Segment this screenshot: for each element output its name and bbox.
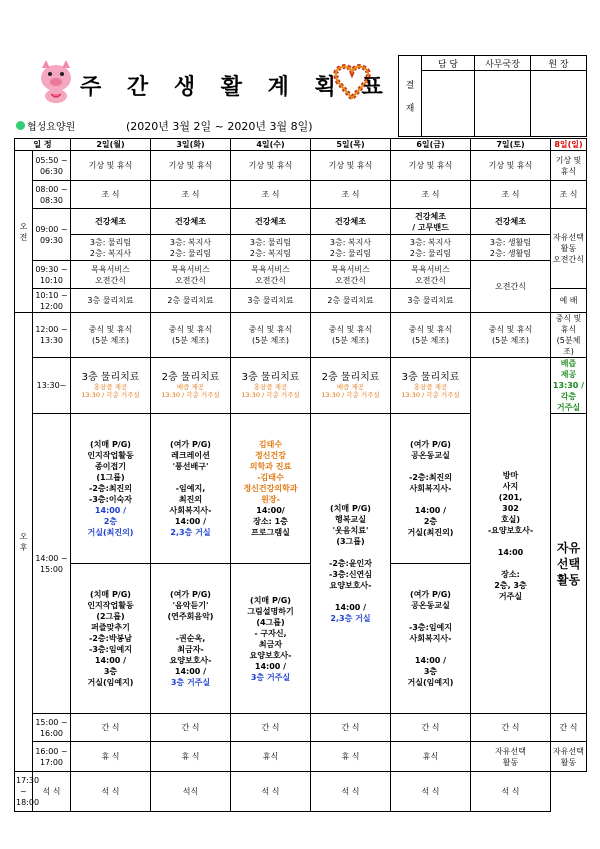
cell: 3층 물리치료 홍삼즙 제공 13:30 / 각층 거주실 — [391, 358, 471, 414]
row-dinner — [15, 772, 587, 812]
cell: (여가 P/G) '음악듣기' (연주회음악) -권순옥, 최금자- 요양보호사- 14:00 / 3층 거주실 — [151, 564, 231, 714]
cell: 석식 — [151, 772, 231, 812]
cell: 조 식 — [471, 181, 551, 209]
cell: 자유 선택 활동 — [551, 414, 587, 714]
cell: 3층 물리치료 — [231, 289, 311, 313]
time-cell: 08:00 ~ 08:30 — [33, 181, 71, 209]
day-header: 2일(월) — [71, 139, 151, 151]
day-header-sunday: 8일(일) — [551, 139, 587, 151]
approval-col: 담 당 — [422, 56, 475, 71]
day-header: 4일(수) — [231, 139, 311, 151]
row-wake — [15, 151, 587, 181]
day-header: 3일(화) — [151, 139, 231, 151]
approval-box — [398, 55, 587, 137]
cell: 석 식 — [71, 772, 151, 812]
cell: 간 식 — [71, 714, 151, 742]
cell: 기상 및 휴식 — [551, 151, 587, 181]
cell: 오전간식 — [471, 261, 551, 313]
cell: 간 식 — [151, 714, 231, 742]
approval-col: 원 장 — [531, 56, 587, 71]
cell: 3층: 복지사 2층: 물리팀 — [311, 235, 391, 261]
cell: 목욕서비스 오전간식 — [391, 261, 471, 289]
cell: 기상 및 휴식 — [471, 151, 551, 181]
day-header: 7일(토) — [471, 139, 551, 151]
cell: 석 식 — [471, 772, 551, 812]
row-lunch — [15, 313, 587, 358]
approval-sign — [531, 71, 587, 137]
cell: 기상 및 휴식 — [151, 151, 231, 181]
pig-icon — [32, 60, 80, 104]
cell: 건강체조 — [231, 209, 311, 235]
cell: 중식 및 휴식 (5분 체조) — [151, 313, 231, 358]
cell: 간 식 — [311, 714, 391, 742]
cell: 목욕서비스 오전간식 — [71, 261, 151, 289]
cell: 기상 및 휴식 — [231, 151, 311, 181]
cell: (여가 P/G) 공온동교실 -3층:임예지 사회복지사- 14:00 / 3층 거실(임예지) — [391, 564, 471, 714]
cell: 중식 및 휴식 (5분 체조) — [391, 313, 471, 358]
time-cell: 16:00 ~ 17:00 — [33, 742, 71, 772]
cell: 휴 식 — [311, 742, 391, 772]
cell: (치매 P/G) 행복교실 '웃음치료' (3그룹) -2층:윤인자 -3층:신연심 요양보호사- 14:00 / 2,3층 거실 — [311, 414, 391, 714]
org-name: 협성요양원 — [16, 118, 75, 133]
cell: 석 식 — [311, 772, 391, 812]
time-cell: 10:10 ~ 12:00 — [33, 289, 71, 313]
cell: 조 식 — [551, 181, 587, 209]
cell: 2층 물리치료 — [311, 289, 391, 313]
cell: (치매 P/G) 인지작업활동 종이접기 (1그룹) -2층:최진의 -3층:이숙자 14:00 / 2층 거실(최진의) — [71, 414, 151, 564]
cell: 중식 및 휴식 (5분 체조) — [71, 313, 151, 358]
row-exercise-staff — [15, 235, 587, 261]
cell: 조 식 — [71, 181, 151, 209]
cell: 자유선택 활동 — [471, 742, 551, 772]
row-bath — [15, 261, 587, 289]
cell: 3층 물리치료 홍삼즙 제공 13:30 / 각층 거주실 — [231, 358, 311, 414]
cell: 3층: 물리팀 2층: 복지팀 — [231, 235, 311, 261]
cell: 건강체조 / 고무밴드 — [391, 209, 471, 235]
cell: 기상 및 휴식 — [391, 151, 471, 181]
cell: 건강체조 — [311, 209, 391, 235]
cell: 건강체조 — [71, 209, 151, 235]
cell: 휴 식 — [71, 742, 151, 772]
header-row — [15, 139, 587, 151]
cell: 기상 및 휴식 — [311, 151, 391, 181]
approval-side-label: 결 재 — [399, 56, 422, 137]
day-header: 6일(금) — [391, 139, 471, 151]
time-cell: 15:00 ~ 16:00 — [33, 714, 71, 742]
cell: (치매 P/G) 인지작업활동 (2그룹) 퍼즐맞추기 -2층:박봉남 -3층:임예지 14:00 / 3층 거실(임예지) — [71, 564, 151, 714]
cell: (여가 P/G) 공온동교실 -2층:최진의 사회복지사- 14:00 / 2층 거실(최진의) — [391, 414, 471, 564]
cell: 목욕서비스 오전간식 — [151, 261, 231, 289]
cell: 3층 물리치료 — [391, 289, 471, 313]
cell: 3층: 생활팀 2층: 생활팀 — [471, 235, 551, 261]
row-snack — [15, 714, 587, 742]
cell: 기상 및 휴식 — [71, 151, 151, 181]
cell: 중식 및 휴식 (5분 체조) — [471, 313, 551, 358]
cell: 3층: 복지사 2층: 물리팀 — [151, 235, 231, 261]
cell: 휴 식 — [151, 742, 231, 772]
time-cell: 13:30~ — [33, 358, 71, 414]
cell: 김태수 정신건강 의학과 진료 -김태수 정신건강의학과 원장- 14:00/ 장소: 1층 프로그램실 — [231, 414, 311, 564]
approval-col: 사무국장 — [475, 56, 531, 71]
cell: 석 식 — [33, 772, 71, 812]
row-breakfast — [15, 181, 587, 209]
cell: 3층 물리치료 홍삼즙 제공 13:30 / 각층 거주실 — [71, 358, 151, 414]
schedule-table — [14, 138, 587, 812]
page-title: 주 간 생 활 계 획 표 — [80, 75, 392, 100]
row-exercise — [15, 209, 587, 235]
cell: 조 식 — [391, 181, 471, 209]
day-header: 5일(목) — [311, 139, 391, 151]
cell: 중식 및 휴식 (5분 체조) — [231, 313, 311, 358]
cell: 예 배 — [551, 289, 587, 313]
row-rest — [15, 742, 587, 772]
time-cell: 09:30 ~ 10:10 — [33, 261, 71, 289]
org-logo-icon — [16, 121, 25, 130]
time-cell: 09:00 ~ 09:30 — [33, 209, 71, 261]
cell: 중식 및 휴식 (5분체조) — [551, 313, 587, 358]
cell: 석 식 — [391, 772, 471, 812]
time-cell: 17:30 ~ 18:00 — [15, 772, 33, 812]
cell: 배즙 제공 13:30 / 각층 거주실 — [551, 358, 587, 414]
cell: 2층 물리치료 배즙 제공 13:30 / 각층 거주실 — [151, 358, 231, 414]
cell: 3층: 복지사 2층: 물리팀 — [391, 235, 471, 261]
cell: 자유선택 활동 오전간식 — [551, 209, 587, 289]
cell: (치매 P/G) 그림설명하기 (4그룹) - 구자신, 최금자 요양보호사- 14:00 / 3층 거주실 — [231, 564, 311, 714]
cell: 자유선택 활동 — [551, 742, 587, 772]
cell: 간 식 — [471, 714, 551, 742]
cell: 목욕서비스 오전간식 — [231, 261, 311, 289]
row-snack-therapy — [15, 358, 587, 414]
cell: 간 식 — [391, 714, 471, 742]
cell: 조 식 — [151, 181, 231, 209]
cell: 조 식 — [311, 181, 391, 209]
cell: 목욕서비스 오전간식 — [311, 261, 391, 289]
cell: 3층 물리치료 — [71, 289, 151, 313]
cell: 휴식 — [391, 742, 471, 772]
cell: 간 식 — [231, 714, 311, 742]
cell: 3층: 물리팀 2층: 복지사 — [71, 235, 151, 261]
cell: 휴식 — [231, 742, 311, 772]
cell: 2층 물리치료 배즙 제공 13:30 / 각층 거주실 — [311, 358, 391, 414]
cell: 중식 및 휴식 (5분 체조) — [311, 313, 391, 358]
approval-sign — [422, 71, 475, 137]
approval-sign — [475, 71, 531, 137]
time-cell: 12:00 ~ 13:30 — [33, 313, 71, 358]
cell: 간 식 — [551, 714, 587, 742]
cell: 건강체조 — [151, 209, 231, 235]
time-cell: 05:50 ~ 06:30 — [33, 151, 71, 181]
section-pm: 오 후 — [15, 313, 33, 772]
cell: 석 식 — [231, 772, 311, 812]
section-am: 오 전 — [15, 151, 33, 313]
cell: 2층 물리치료 — [151, 289, 231, 313]
cell: (여가 P/G) 레크레이션 '풍선배구' -임예지, 최진의 사회복지사- 14:00 / 2,3층 거실 — [151, 414, 231, 564]
time-cell: 14:00 ~ 15:00 — [33, 414, 71, 714]
cell: 방마 사지 (201, 302 호실) -요양보호사- 14:00 장소: 2층, 3층 거주실 — [471, 358, 551, 714]
cell: 조 식 — [231, 181, 311, 209]
cell: 건강체조 — [471, 209, 551, 235]
period: (2020년 3월 2일 ~ 2020년 3월 8일) — [126, 120, 313, 133]
header-label: 일 정 — [15, 139, 71, 151]
